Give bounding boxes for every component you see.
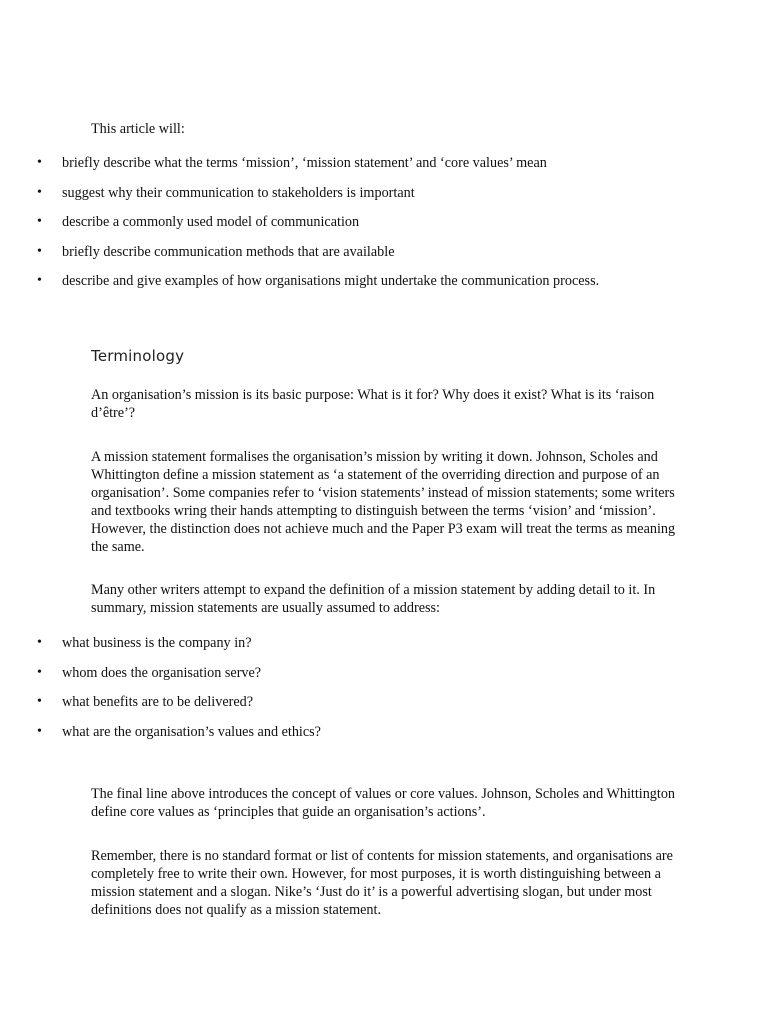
list-item [0,154,768,184]
list-item-text: what business is the company in? [62,635,252,651]
list-item [0,213,768,243]
mission-statement-paragraph: A mission statement formalises the organisation’s mission by writing it down. Johnson, Scholes and Whittington define a mission statement as ‘a statement of the overriding direction and purpose of an organisation’. Some companies refer to ‘vision statements’ instead of mission statements; some writers and textbooks wring their hands attempting to distinguish between the terms ‘vision’ and ‘mission’. However, the distinction does not achieve much and the Paper P3 exam will treat the terms as meaning the same. [91,449,676,555]
bullet-icon: • [37,214,42,229]
article-objectives-list [0,154,768,302]
section-heading: Terminology [91,347,185,365]
bullet-icon: • [37,635,42,650]
core-values-paragraph: The final line above introduces the concept of values or core values. Johnson, Scholes and Whittington define core values as ‘principles that guide an organisation’s actions’. [91,786,676,820]
bullet-icon: • [37,184,42,200]
list-item-text: describe a commonly used model of communication [62,214,360,230]
bullet-icon: • [37,155,42,170]
list-item-text: briefly describe communication methods that are available [62,243,395,260]
list-item [0,184,768,214]
list-item [0,723,768,753]
list-item-text: what are the organisation’s values and ethics? [62,723,321,740]
bullet-icon: • [37,664,42,680]
expanded-definition-paragraph: Many other writers attempt to expand the definition of a mission statement by adding detail to it. In summary, mission statements are usually assumed to address: [91,582,656,616]
list-item-text: what benefits are to be delivered? [62,694,254,710]
bullet-icon: • [37,243,42,259]
list-item [0,243,768,273]
list-item [0,693,768,723]
bullet-icon: • [37,723,42,739]
list-item-text: whom does the organisation serve? [62,664,262,681]
list-item-text: describe and give examples of how organisations might undertake the communication process. [62,273,600,289]
list-item [0,634,768,664]
intro-text: This article will: [91,121,185,137]
slogan-paragraph: Remember, there is no standard format or list of contents for mission statements, and organisations are completely free to write their own. However, for most purposes, it is worth distinguishing between a mission statement and a slogan. Nike’s ‘Just do it’ is a powerful advertising slogan, but under most definitions does not qualify as a mission statement. [91,848,673,918]
mission-topics-list [0,634,768,752]
mission-definition-paragraph: An organisation’s mission is its basic purpose: What is it for? Why does it exist? What is its ‘raison d’être’? [91,387,655,421]
list-item-text: briefly describe what the terms ‘mission’, ‘mission statement’ and ‘core values’ mean [62,155,547,171]
list-item [0,664,768,694]
list-item [0,272,768,302]
list-item-text: suggest why their communication to stakeholders is important [62,184,415,201]
bullet-icon: • [37,694,42,709]
bullet-icon: • [37,273,42,288]
